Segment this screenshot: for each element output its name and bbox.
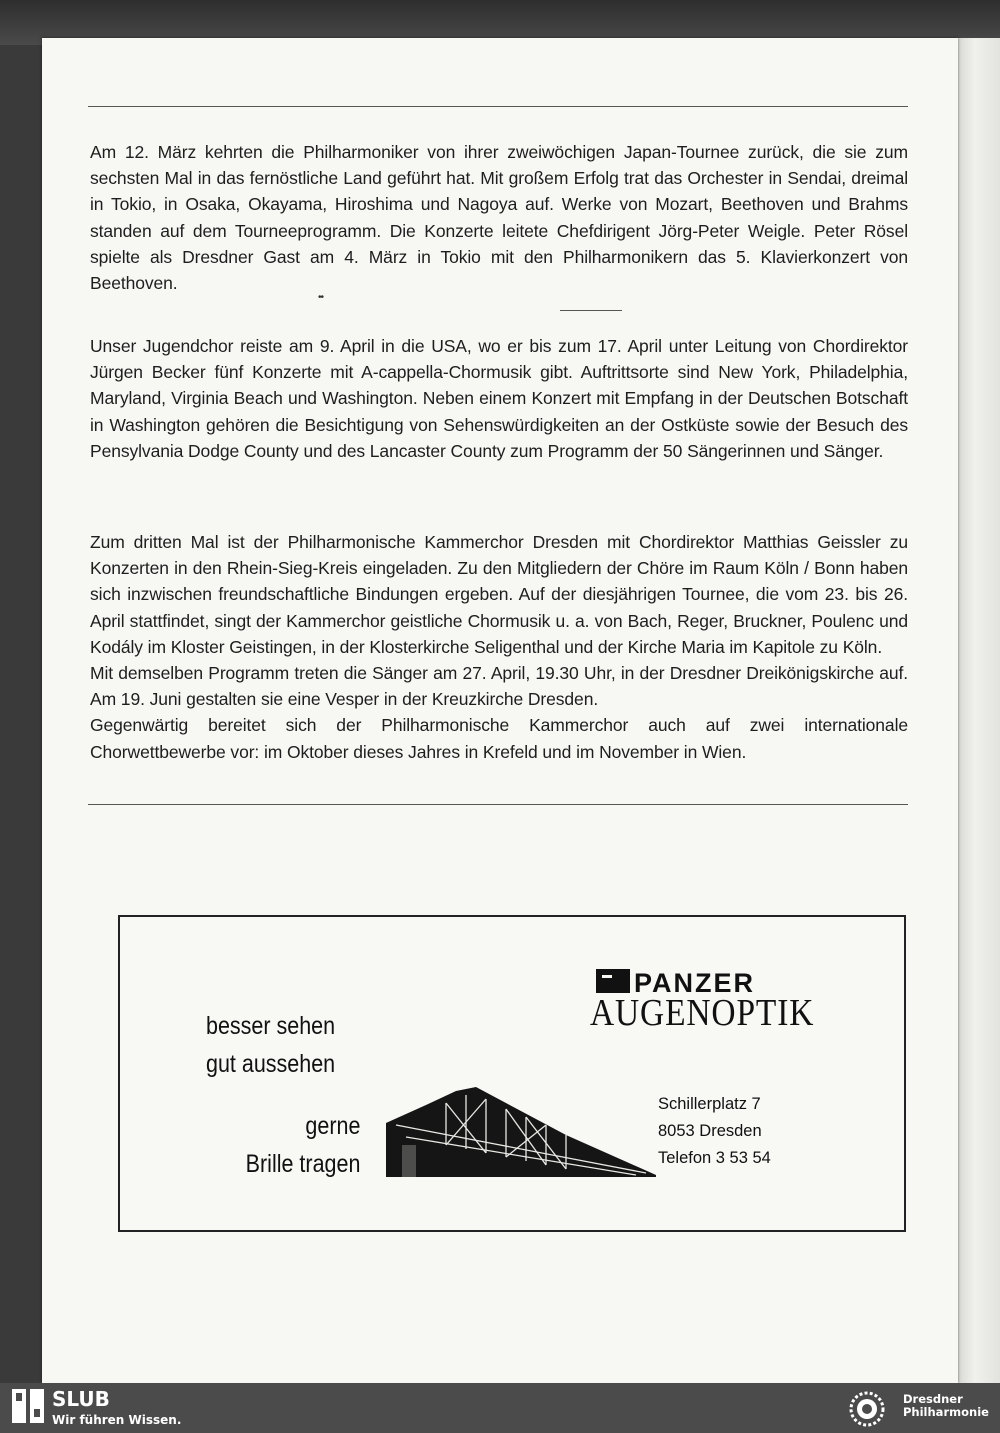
- footer-bar: [0, 1383, 1000, 1433]
- ad-slogan-line-3: gerne: [305, 1112, 360, 1140]
- dresdner-philharmonie-wordmark: [903, 1393, 989, 1419]
- separator-dots: ••: [318, 292, 324, 303]
- ad-address-city: 8053 Dresden: [658, 1122, 762, 1140]
- slub-logo-text: SLUB: [52, 1387, 110, 1411]
- article-usa-text: Unser Jugendchor reiste am 9. April in die USA, wo er bis zum 17. April unter Leitung von Chordirektor Jürgen Becker fünf Konzerte mit A-cappella-Chormusik gibt. Auftrittsorte sind New York, Philadelphia, Maryland, Virginia Beach und Washington. Neben einem Konzert mit Empfang in der Deutschen Botschaft in Washington gehören die Besichtigung von Sehenswürdigkeiten an der Ostküste sowie der Besuch des Pensylvania Dodge County und des Lancaster County zum Programm der 50 Sängerinnen und Sänger.: [90, 336, 908, 461]
- panzer-logo-text: PANZER: [634, 968, 756, 995]
- slub-tagline: Wir führen Wissen.: [52, 1413, 182, 1427]
- ad-slogan-right: [245, 1107, 360, 1183]
- top-rule: [88, 106, 908, 107]
- article-japan-tour: [90, 139, 908, 296]
- ad-slogan-left: [206, 1007, 335, 1083]
- article-kammerchor-text-2: Mit demselben Programm treten die Sänger am 27. April, 19.30 Uhr, in der Dresdner Dreikönigskirche auf. Am 19. Juni gestalten sie eine Vesper in der Kreuzkirche Dresden.: [90, 663, 908, 710]
- adjacent-page-edge: [958, 38, 1000, 1383]
- augenoptik-logo-text: AUGENOPTIK: [590, 992, 815, 1034]
- ad-slogan-line-4: Brille tragen: [245, 1150, 360, 1178]
- advertisement-augenoptik: [118, 915, 906, 1232]
- ad-address-street: Schillerplatz 7: [658, 1095, 761, 1113]
- slub-logo-icon: [12, 1389, 44, 1423]
- bridge-illustration: [386, 1085, 656, 1177]
- dresdner-philharmonie-logo-icon: [842, 1388, 892, 1430]
- article-kammerchor-text-1: Zum dritten Mal ist der Philharmonische Kammerchor Dresden mit Chordirektor Matthias Geissler zu Konzerten in den Rhein-Sieg-Kreis eingeladen. Zu den Mitgliedern der Chöre im Raum Köln / Bonn haben sich inzwischen freundschaftliche Bindungen ergeben. Auf der diesjährigen Tournee, die vom 23. bis 26. April stattfindet, singt der Kammerchor geistliche Chormusik u. a. von Bach, Reger, Bruckner, Poulenc und Kodály im Kloster Geistingen, in der Klosterkirche Seligenthal und der Kirche Maria im Kapitole zu Köln.: [90, 532, 908, 657]
- ad-slogan-line-2: gut aussehen: [206, 1050, 336, 1078]
- article-japan-text: Am 12. März kehrten die Philharmoniker von ihrer zweiwöchigen Japan-Tournee zurück, die sie zum sechsten Mal in das fernöstliche Land geführt hat. Mit großem Erfolg trat das Orchester in Sendai, dreimal in Tokio, in Osaka, Okayama, Hiroshima und Nagoya auf. Werke von Mozart, Beethoven und Brahms standen auf dem Tourneeprogramm. Die Konzerte leitete Chefdirigent Jörg-Peter Weigle. Peter Rösel spielte als Dresdner Gast am 4. März in Tokio mit den Philharmonikern das 5. Klavierkonzert von Beethoven.: [90, 142, 908, 294]
- article-kammerchor-text-3: Gegenwärtig bereitet sich der Philharmonische Kammerchor auch auf zwei internationale Chorwettbewerbe vor: im Oktober dieses Jahres in Krefeld und im November in Wien.: [90, 715, 908, 762]
- article-usa-tour: [90, 333, 908, 464]
- ad-slogan-line-1: besser sehen: [206, 1012, 336, 1040]
- bottom-rule: [88, 804, 908, 805]
- article-kammerchor: [90, 529, 908, 765]
- dresdner-philharmonie-line-1: Dresdner: [903, 1392, 963, 1406]
- ad-address: [658, 1091, 771, 1172]
- short-separator-rule: [560, 310, 622, 311]
- ad-address-phone: Telefon 3 53 54: [658, 1149, 771, 1167]
- dresdner-philharmonie-line-2: Philharmonie: [903, 1405, 989, 1419]
